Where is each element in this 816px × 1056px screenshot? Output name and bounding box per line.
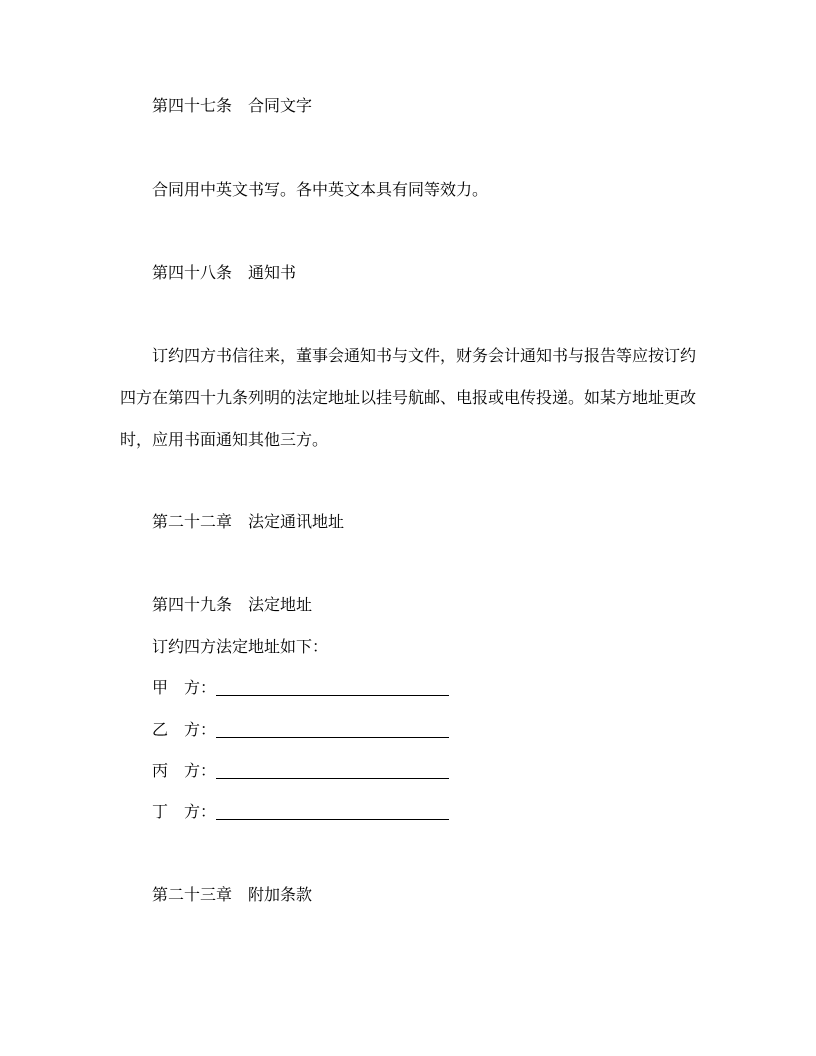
article-48-heading: 第四十八条 通知书 bbox=[152, 263, 297, 282]
party-d-row bbox=[152, 802, 216, 824]
chapter-23-heading: 第二十三章 附加条款 bbox=[152, 885, 313, 904]
party-d-address-blank bbox=[216, 819, 449, 820]
article-49-heading: 第四十九条 法定地址 bbox=[152, 595, 313, 614]
party-a-label: 甲 方： bbox=[152, 678, 217, 697]
party-b-label: 乙 方： bbox=[152, 720, 217, 739]
party-c-row bbox=[152, 761, 216, 783]
article-48-body-line-2: 四方在第四十九条列明的法定地址以挂号航邮、电报或电传投递。如某方地址更改 bbox=[120, 388, 697, 407]
party-d-label: 丁 方： bbox=[152, 802, 217, 821]
chapter-22-heading: 第二十二章 法定通讯地址 bbox=[152, 512, 345, 531]
article-48-body-line-3: 时，应用书面通知其他三方。 bbox=[120, 430, 329, 449]
party-c-address-blank bbox=[216, 778, 449, 779]
article-47-body: 合同用中英文书写。各中英文本具有同等效力。 bbox=[152, 180, 489, 199]
article-49-intro: 订约四方法定地址如下： bbox=[152, 637, 329, 656]
party-b-row bbox=[152, 720, 216, 742]
party-a-address-blank bbox=[216, 695, 449, 696]
article-48-body-line-1: 订约四方书信往来，董事会通知书与文件，财务会计通知书与报告等应按订约 bbox=[152, 346, 697, 365]
article-47-heading: 第四十七条 合同文字 bbox=[152, 96, 313, 115]
party-b-address-blank bbox=[216, 737, 449, 738]
party-a-row bbox=[152, 678, 216, 700]
party-c-label: 丙 方： bbox=[152, 761, 217, 780]
